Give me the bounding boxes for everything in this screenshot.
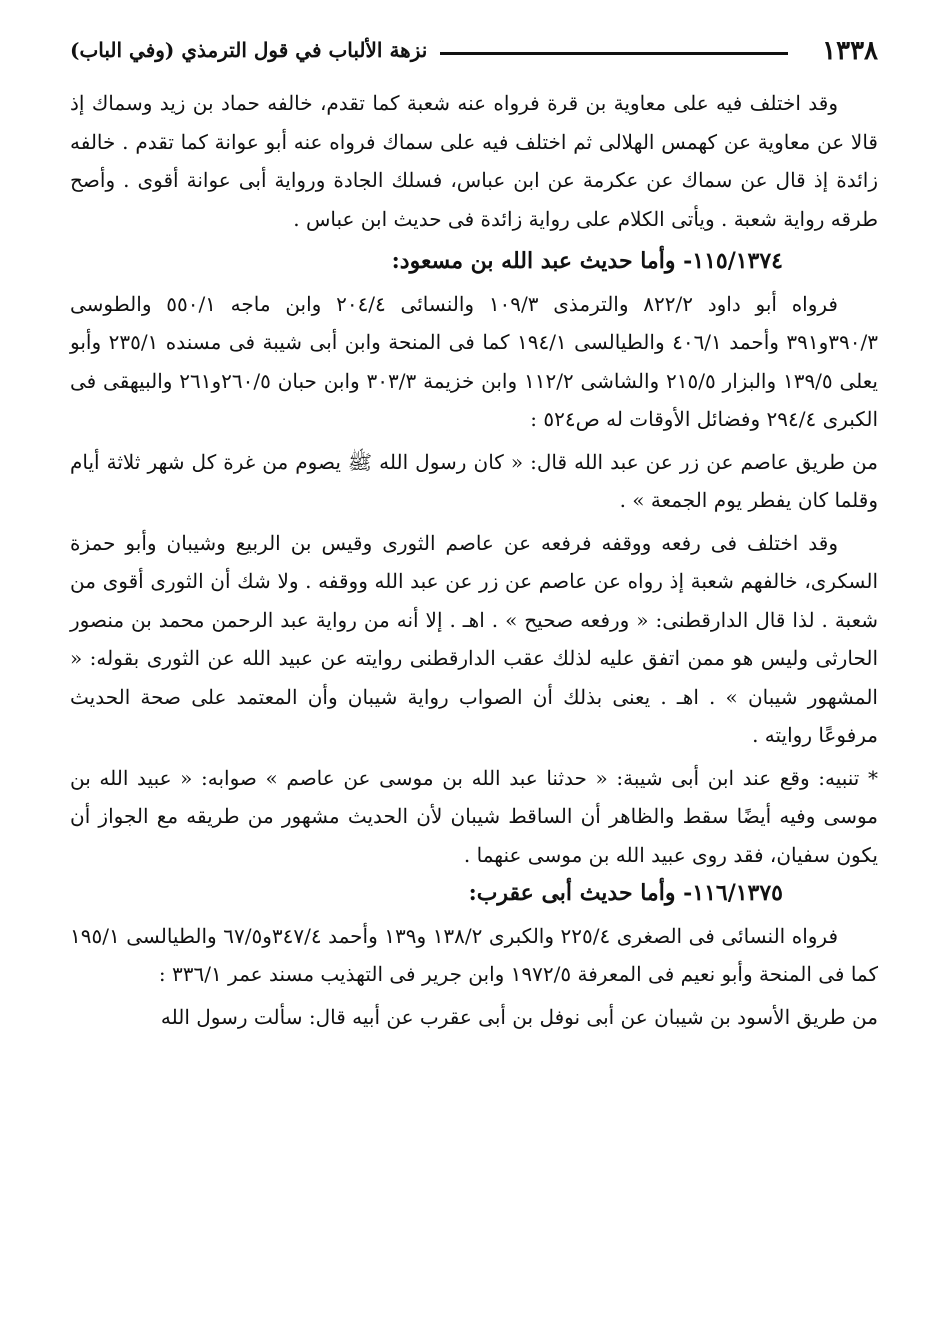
paragraph-note: * تنبيه: وقع عند ابن أبى شيبة: « حدثنا عبد الله بن موسى عن عاصم » صوابه: « عبيد الله بن موسى وفيه أيضًا سقط والظاهر أن الساقط شيبان لأن الحديث مشهور من طريقه مع الجواز أن يكون سفيان، فقد روى عبيد الله بن موسى عنهما . [70, 765, 878, 867]
page-header [70, 36, 878, 66]
section-heading-ibn-masud: ١١٥/١٣٧٤- وأما حديث عبد الله بن مسعود: [391, 248, 783, 274]
section-heading-abi-aqrab: ١١٦/١٣٧٥- وأما حديث أبى عقرب: [468, 880, 783, 906]
paragraph-abi-aqrab-chain: من طريق الأسود بن شيبان عن أبى نوفل بن أبى عقرب عن أبيه قال: سألت رسول الله [160, 1004, 878, 1029]
page-number: ١٣٣٨ [822, 36, 878, 66]
page-body [70, 84, 878, 1036]
paragraph-ibn-masud-sources: فرواه أبو داود ٨٢٢/٢ والترمذى ١٠٩/٣ والنسائى ٢٠٤/٤ وابن ماجه ٥٥٠/١ والطوسى ٣٩٠/٣و٣٩١ وأحمد ٤٠٦/١ والطيالسى ١٩٤/١ كما فى المنحة وابن أبى شيبة فى مسنده ٢٣٥/١ وأبو يعلى ١٣٩/٥ والبزار ٢١٥/٥ والشاشى ١١٢/٢ وابن خزيمة ٣٠٣/٣ وابن حبان ٢٦٠/٥و٢٦١ والبيهقى فى الكبرى ٢٩٤/٤ وفضائل الأوقات له ص٥٢٤ : [70, 291, 878, 431]
header-rule [440, 52, 788, 55]
running-title: نزهة الألباب في قول الترمذي (وفي الباب) [70, 38, 428, 62]
paragraph-ibn-masud-discussion: وقد اختلف فى رفعه ووقفه فرفعه عن عاصم الثورى وقيس بن الربيع وشيبان وأبو حمزة السكرى، خالفهم شعبة إذ رواه عن عاصم عن زر عن عبد الله ووقفه . ولا شك أن الثورى أقوى من شعبة . لذا قال الدارقطنى: « ورفعه صحيح » . اهـ . إلا أنه من رواية عبد الرحمن محمد بن منصور الحارثى وليس هو ممن اتفق عليه لذلك عقب الدارقطنى روايته عن عبيد الله عن الثورى بقوله: « المشهور شيبان » . اهـ . يعنى بذلك أن الصواب رواية شيبان وأن المعتمد على صحة الحديث مرفوعًا روايته . [70, 530, 879, 747]
paragraph-abi-aqrab-sources: فرواه النسائى فى الصغرى ٢٢٥/٤ والكبرى ١٣٨/٢ و١٣٩ وأحمد ٣٤٧/٤و٦٧/٥ والطيالسى ١٩٥/١ كما فى المنحة وأبو نعيم فى المعرفة ١٩٧٢/٥ وابن جرير فى التهذيب مسند عمر ٣٣٦/١ : [70, 923, 878, 986]
paragraph-ibn-masud-chain: من طريق عاصم عن زر عن عبد الله قال: « كان رسول الله ﷺ يصوم من غرة كل شهر ثلاثة أيام وقلما كان يفطر يوم الجمعة » . [70, 449, 878, 512]
paragraph-muawiya: وقد اختلف فيه على معاوية بن قرة فرواه عنه شعبة كما تقدم، خالفه حماد بن زيد وسماك إذ قالا عن معاوية عن كهمس الهلالى ثم اختلف فيه على سماك فرواه عنه أبو عوانة كما تقدم . خالفه زائدة إذ قال عن سماك عن عكرمة عن ابن عباس، فسلك الجادة ورواية أبى عوانة أقوى . وأصح طرقه رواية شعبة . ويأتى الكلام على رواية زائدة فى حديث ابن عباس . [70, 91, 878, 231]
